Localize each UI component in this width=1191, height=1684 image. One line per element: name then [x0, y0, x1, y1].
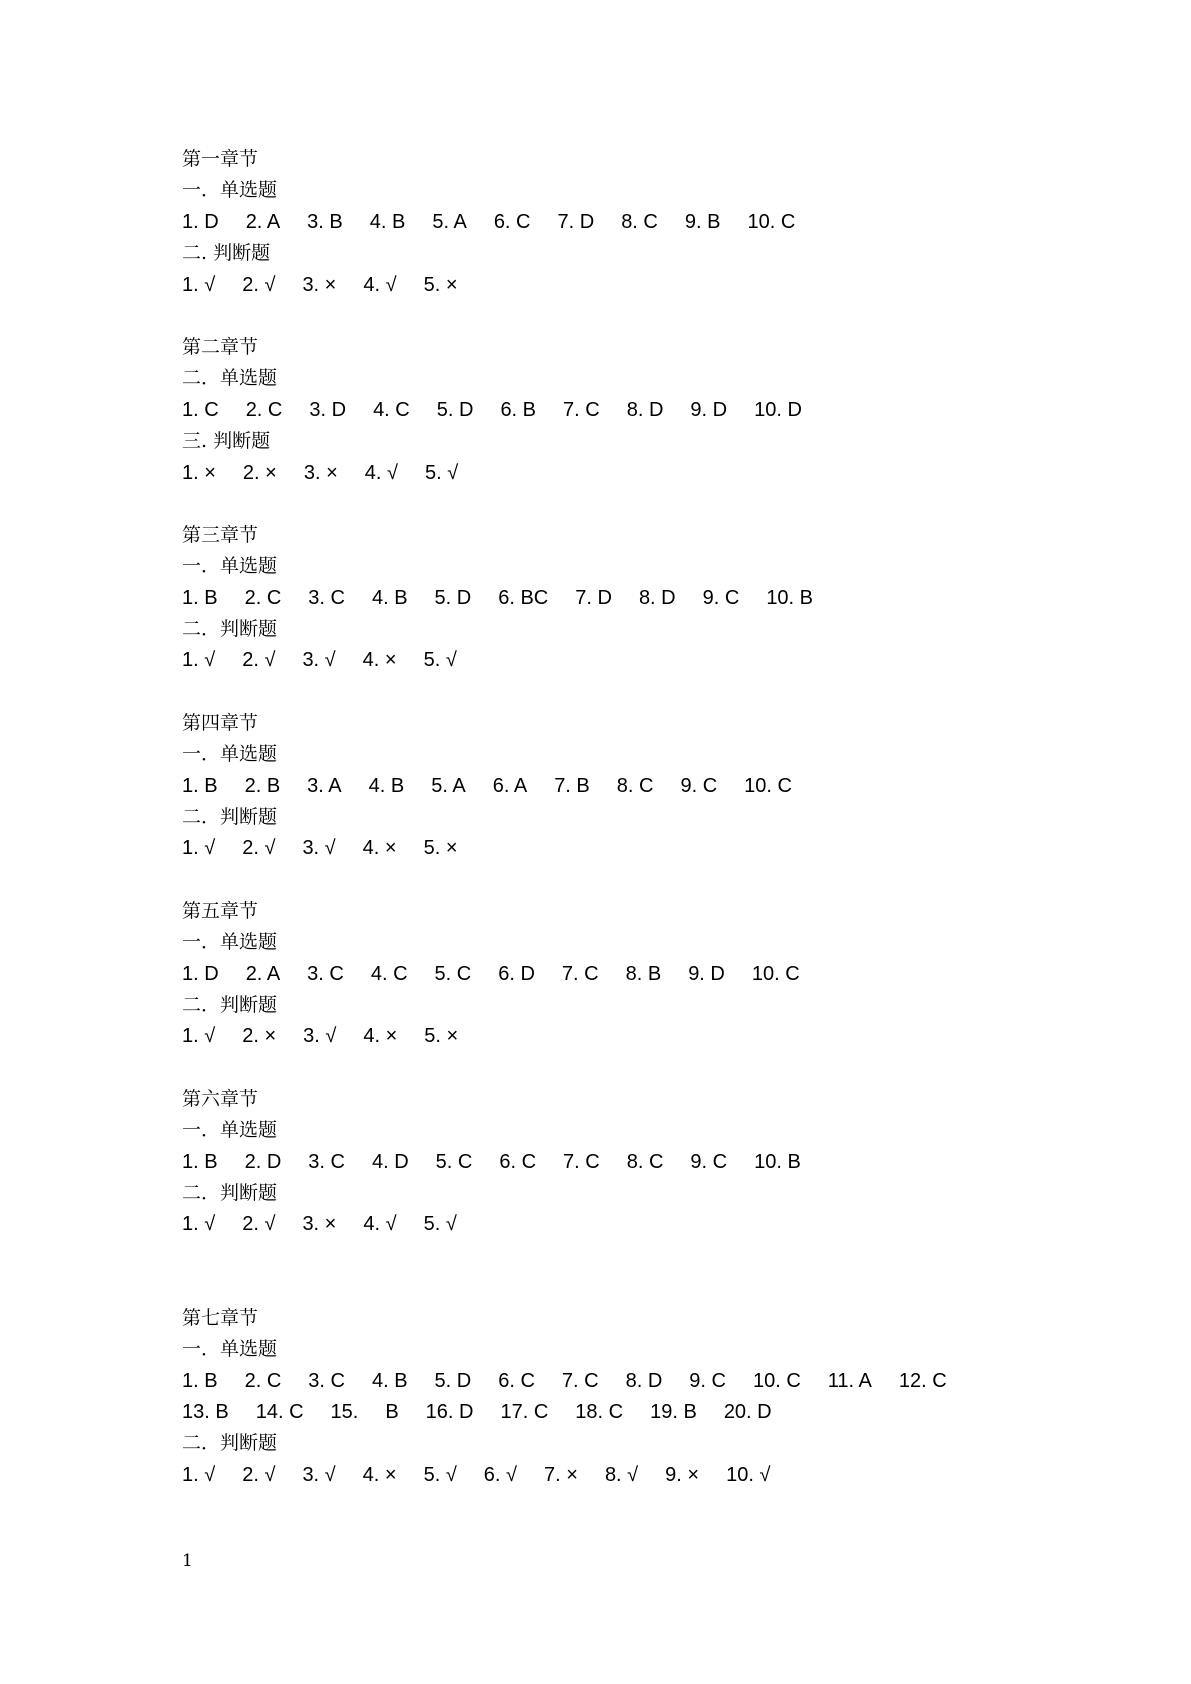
answer-item: 6. A	[492, 774, 528, 797]
answer-item: 10. B	[754, 1150, 801, 1173]
answer-item: 5. D	[434, 586, 472, 609]
chapter-6-section	[182, 1084, 1042, 1241]
answer-item: 1. √	[182, 273, 216, 296]
answer-item: 9. C	[690, 1150, 728, 1173]
answer-item: 9. C	[702, 586, 740, 609]
answer-item: 6. B	[500, 398, 537, 421]
answer-item: 2. C	[244, 1369, 282, 1392]
answer-item: 5. D	[436, 398, 474, 421]
answer-item: 1. D	[182, 210, 219, 233]
chapter-3-judgment-answers	[182, 645, 1042, 676]
answer-item: 3. √	[303, 1025, 337, 1048]
answer-item: 18. C	[575, 1400, 624, 1423]
answer-item: 6. BC	[498, 586, 549, 609]
answer-item: 20. D	[723, 1400, 772, 1423]
answer-item: 5. A	[431, 774, 466, 797]
answer-item: 17. C	[500, 1400, 549, 1423]
chapter-5-single-choice-title: 一．单选题	[182, 931, 278, 954]
answer-item: 7. C	[561, 962, 599, 985]
chapter-7-judgment-title: 二．判断题	[182, 1432, 278, 1455]
answer-item: 10. C	[752, 1369, 801, 1392]
answer-item: 4. ×	[362, 1463, 397, 1486]
answer-item: 4. B	[371, 1369, 408, 1392]
answer-item: 2. √	[242, 649, 276, 672]
chapter-4-single-choice-answers	[182, 771, 1042, 802]
answer-item: 8. D	[638, 586, 676, 609]
answer-item: 8. B	[625, 962, 662, 985]
answer-item: 7. D	[575, 586, 612, 609]
answer-item: 4. ×	[362, 837, 397, 860]
chapter-4-title: 第四章节	[182, 711, 259, 734]
chapter-3-single-choice-answers	[182, 583, 1042, 614]
answer-item: 4. √	[363, 273, 397, 296]
answer-item: 8. C	[626, 1150, 664, 1173]
answer-item: 10. C	[744, 774, 792, 797]
answer-item: 4. B	[371, 586, 408, 609]
answer-item: 4. ×	[363, 1025, 398, 1048]
answer-item: 3. A	[307, 774, 342, 797]
chapter-4-judgment-answers	[182, 833, 1042, 864]
chapter-7-section	[182, 1303, 1042, 1491]
chapter-1-single-choice-title: 一．单选题	[182, 179, 278, 202]
answer-item: 6. D	[498, 962, 535, 985]
answer-item: 14. C	[255, 1400, 304, 1423]
chapter-3-title: 第三章节	[182, 523, 259, 546]
chapter-4-section	[182, 708, 1042, 865]
answer-item: 2. A	[245, 210, 281, 233]
answer-item: 1. D	[182, 962, 219, 985]
answer-item: 4. √	[364, 461, 398, 484]
answer-item: 7. B	[554, 774, 590, 797]
answer-item: 4. B	[369, 210, 406, 233]
answer-item: 19. B	[650, 1400, 697, 1423]
answer-item: 9. C	[680, 774, 718, 797]
chapter-5-judgment-answers	[182, 1021, 1042, 1052]
answer-item: 8. D	[625, 1369, 663, 1392]
answer-item: 7. D	[557, 210, 595, 233]
chapter-1-title: 第一章节	[182, 148, 259, 170]
answer-item: 16. D	[425, 1400, 474, 1423]
chapter-6-judgment-answers	[182, 1209, 1042, 1240]
answer-item: 9. ×	[665, 1463, 700, 1486]
answer-item: 9. D	[690, 398, 728, 421]
answer-item: 4. C	[370, 962, 408, 985]
answer-item: 1. ×	[182, 461, 216, 484]
answer-item: 10. C	[747, 210, 796, 233]
answer-item: 3. ×	[302, 273, 337, 296]
answer-item: 7. C	[561, 1369, 599, 1392]
answer-item: 5. A	[432, 210, 467, 233]
answer-item: 3. C	[308, 1150, 345, 1173]
answer-item: 1. √	[182, 837, 216, 860]
answer-item: 2. √	[242, 273, 276, 296]
answer-item: 4. D	[371, 1150, 409, 1173]
answer-item: 1. √	[182, 1463, 216, 1486]
chapter-7-judgment-answers	[182, 1460, 1042, 1491]
answer-item: 3. B	[307, 210, 343, 233]
chapter-7-title: 第七章节	[182, 1306, 259, 1329]
chapter-1-single-choice-answers	[182, 207, 1042, 238]
answer-item: 4. √	[363, 1213, 397, 1236]
answer-item: 2. B	[244, 774, 281, 797]
chapter-1-judgment-title: 二. 判断题	[182, 242, 271, 265]
answer-item: 2. D	[244, 1150, 282, 1173]
chapter-3-judgment-title: 二．判断题	[182, 618, 278, 641]
answer-item: 3. ×	[302, 1213, 337, 1236]
answer-item: 9. B	[684, 210, 721, 233]
answer-item: 10. D	[754, 398, 802, 421]
answer-item: 3. √	[302, 837, 336, 860]
answer-item: 2. ×	[242, 461, 277, 484]
chapter-3-section	[182, 520, 1042, 677]
chapter-5-section	[182, 896, 1042, 1053]
document-content	[182, 144, 1042, 1522]
answer-item: 3. D	[309, 398, 347, 421]
answer-item: B	[385, 1400, 399, 1423]
answer-item: 5. ×	[423, 273, 458, 296]
answer-item: 2. ×	[242, 1025, 277, 1048]
answer-item: 10. B	[766, 586, 814, 609]
answer-item: 5. ×	[423, 837, 458, 860]
chapter-5-single-choice-answers	[182, 959, 1042, 990]
chapter-6-judgment-title: 二．判断题	[182, 1181, 278, 1204]
answer-item: 3. C	[307, 962, 344, 985]
answer-item: 2. √	[242, 837, 276, 860]
answer-item: 5. C	[434, 962, 472, 985]
answer-item: 5. √	[424, 461, 459, 484]
answer-item: 2. C	[245, 398, 283, 421]
answer-item: 8. C	[616, 774, 654, 797]
answer-item: 3. ×	[303, 461, 338, 484]
answer-item: 8. √	[604, 1463, 639, 1486]
answer-item: 13. B	[182, 1400, 229, 1423]
answer-item: 4. ×	[362, 649, 397, 672]
answer-item: 5. √	[423, 1463, 457, 1486]
answer-item: 1. C	[182, 398, 219, 421]
chapter-4-single-choice-title: 一．单选题	[182, 743, 278, 766]
answer-item: 6. √	[483, 1463, 518, 1486]
answer-item: 1. √	[182, 1213, 216, 1236]
answer-item: 10. C	[751, 962, 800, 985]
answer-item: 8. C	[621, 210, 658, 233]
answer-item: 9. D	[688, 962, 725, 985]
answer-item: 5. ×	[424, 1025, 459, 1048]
answer-item: 4. C	[373, 398, 410, 421]
answer-item: 15.	[330, 1400, 359, 1423]
chapter-7-single-choice-title: 一．单选题	[182, 1338, 278, 1361]
answer-item: 3. C	[308, 586, 345, 609]
chapter-2-single-choice-title: 二．单选题	[182, 367, 278, 390]
answer-item: 3. √	[302, 1463, 336, 1486]
answer-item: 1. √	[182, 1025, 216, 1048]
answer-item: 1. B	[182, 774, 218, 797]
chapter-3-single-choice-title: 一．单选题	[182, 555, 278, 578]
answer-item: 5. D	[434, 1369, 472, 1392]
answer-item: 11. A	[827, 1369, 872, 1392]
answer-item: 3. √	[302, 649, 336, 672]
answer-item: 1. B	[182, 1150, 218, 1173]
page-number: 1	[182, 1551, 193, 1571]
chapter-6-single-choice-title: 一．单选题	[182, 1119, 278, 1142]
answer-item: 5. C	[435, 1150, 473, 1173]
answer-item: 6. C	[499, 1150, 537, 1173]
answer-item: 7. C	[563, 398, 600, 421]
answer-item: 4. B	[368, 774, 405, 797]
answer-item: 3. C	[308, 1369, 345, 1392]
answer-item: 12. C	[898, 1369, 947, 1392]
chapter-1-judgment-answers	[182, 270, 1042, 301]
answer-item: 10. √	[726, 1463, 771, 1486]
answer-item: 1. B	[182, 586, 218, 609]
chapter-2-judgment-answers	[182, 458, 1042, 489]
answer-item: 8. D	[626, 398, 664, 421]
chapter-6-title: 第六章节	[182, 1087, 259, 1110]
answer-item: 7. ×	[544, 1463, 578, 1486]
chapter-2-section	[182, 332, 1042, 489]
answer-item: 5. √	[423, 649, 457, 672]
chapter-1-section	[182, 144, 1042, 301]
answer-item: 6. C	[498, 1369, 535, 1392]
answer-item: 2. A	[245, 962, 281, 985]
chapter-4-judgment-title: 二．判断题	[182, 806, 278, 829]
answer-item: 6. C	[493, 210, 531, 233]
chapter-5-title: 第五章节	[182, 899, 259, 922]
answer-item: 9. C	[689, 1369, 726, 1392]
answer-item: 5. √	[423, 1213, 457, 1236]
chapter-7-single-choice-answers	[182, 1366, 1042, 1429]
answer-item: 1. B	[182, 1369, 218, 1392]
answer-item: 2. √	[242, 1463, 276, 1486]
answer-item: 7. C	[563, 1150, 600, 1173]
chapter-2-single-choice-answers	[182, 395, 1042, 426]
chapter-5-judgment-title: 二．判断题	[182, 993, 278, 1016]
answer-item: 1. √	[182, 649, 216, 672]
chapter-2-title: 第二章节	[182, 335, 259, 358]
answer-item: 2. √	[242, 1213, 276, 1236]
chapter-6-single-choice-answers	[182, 1147, 1042, 1178]
answer-item: 2. C	[244, 586, 282, 609]
chapter-2-judgment-title: 三. 判断题	[182, 430, 271, 453]
